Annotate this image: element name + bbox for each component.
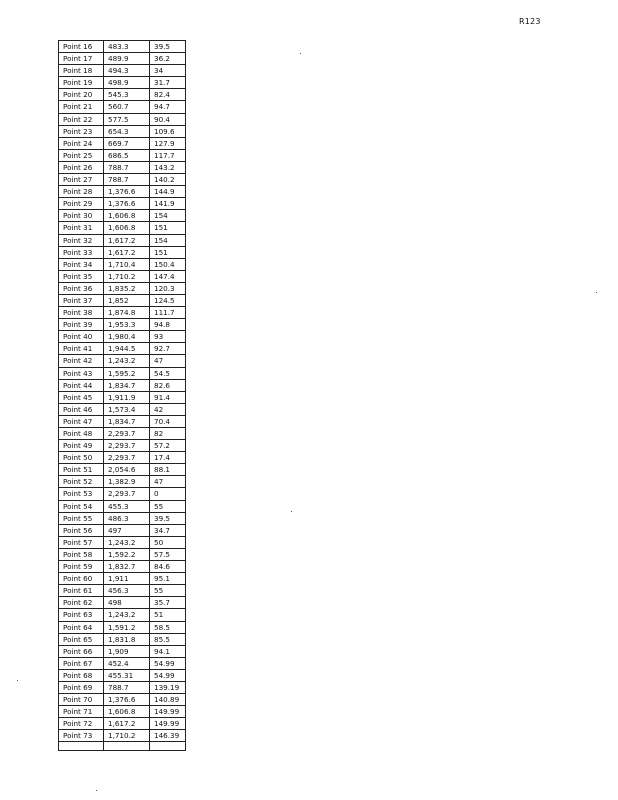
y-value-cell: 70.4 [150, 415, 186, 427]
y-value-cell: 90.4 [150, 113, 186, 125]
y-value-cell: 92.7 [150, 343, 186, 355]
y-value-cell: 143.2 [150, 161, 186, 173]
y-value-cell: 0 [150, 488, 186, 500]
point-cell: Point 63 [59, 609, 104, 621]
table-row [59, 77, 186, 89]
scan-speck [17, 680, 18, 681]
y-value-cell: 154 [150, 210, 186, 222]
y-value-cell: 93 [150, 331, 186, 343]
table-row [59, 355, 186, 367]
table-row [59, 621, 186, 633]
point-cell: Point 71 [59, 706, 104, 718]
x-value-cell: 1,852 [104, 294, 150, 306]
point-cell: Point 24 [59, 137, 104, 149]
y-value-cell: 39.5 [150, 41, 186, 53]
y-value-cell: 54.99 [150, 669, 186, 681]
table-row [59, 161, 186, 173]
y-value-cell: 39.5 [150, 512, 186, 524]
table-row [59, 597, 186, 609]
x-value-cell: 1,606.8 [104, 210, 150, 222]
point-cell: Point 33 [59, 246, 104, 258]
table-row [59, 210, 186, 222]
table-row [59, 452, 186, 464]
point-cell: Point 32 [59, 234, 104, 246]
table-row [59, 113, 186, 125]
x-value-cell: 788.7 [104, 161, 150, 173]
point-cell: Point 43 [59, 367, 104, 379]
x-value-cell: 1,710.2 [104, 730, 150, 742]
y-value-cell: 95.1 [150, 573, 186, 585]
x-value-cell: 1,592.2 [104, 548, 150, 560]
y-value-cell: 31.7 [150, 77, 186, 89]
x-value-cell: 1,835.2 [104, 282, 150, 294]
x-value-cell: 1,376.6 [104, 694, 150, 706]
x-value-cell: 1,832.7 [104, 561, 150, 573]
empty-cell [150, 742, 186, 751]
y-value-cell: 55 [150, 585, 186, 597]
scan-speck [96, 790, 97, 791]
table-row [59, 548, 186, 560]
point-cell: Point 67 [59, 657, 104, 669]
table-row [59, 561, 186, 573]
table-row [59, 379, 186, 391]
table-row [59, 633, 186, 645]
x-value-cell: 1,617.2 [104, 234, 150, 246]
point-cell: Point 65 [59, 633, 104, 645]
table-row [59, 89, 186, 101]
y-value-cell: 94.8 [150, 319, 186, 331]
y-value-cell: 127.9 [150, 137, 186, 149]
table-row [59, 657, 186, 669]
point-cell: Point 47 [59, 415, 104, 427]
y-value-cell: 154 [150, 234, 186, 246]
x-value-cell: 669.7 [104, 137, 150, 149]
x-value-cell: 498.9 [104, 77, 150, 89]
x-value-cell: 455.31 [104, 669, 150, 681]
point-cell: Point 51 [59, 464, 104, 476]
empty-cell [104, 742, 150, 751]
y-value-cell: 82 [150, 428, 186, 440]
y-value-cell: 111.7 [150, 307, 186, 319]
x-value-cell: 577.5 [104, 113, 150, 125]
scan-speck [596, 292, 597, 293]
table-row [59, 694, 186, 706]
point-cell: Point 66 [59, 645, 104, 657]
x-value-cell: 1,834.7 [104, 415, 150, 427]
x-value-cell: 2,293.7 [104, 440, 150, 452]
x-value-cell: 1,710.2 [104, 270, 150, 282]
table-row [59, 718, 186, 730]
table-row [59, 258, 186, 270]
y-value-cell: 147.4 [150, 270, 186, 282]
point-cell: Point 59 [59, 561, 104, 573]
table-row [59, 488, 186, 500]
x-value-cell: 498 [104, 597, 150, 609]
y-value-cell: 151 [150, 222, 186, 234]
x-value-cell: 1,874.8 [104, 307, 150, 319]
point-cell: Point 45 [59, 391, 104, 403]
point-cell: Point 60 [59, 573, 104, 585]
point-cell: Point 44 [59, 379, 104, 391]
x-value-cell: 1,909 [104, 645, 150, 657]
point-cell: Point 57 [59, 536, 104, 548]
table-row [59, 282, 186, 294]
y-value-cell: 54.99 [150, 657, 186, 669]
empty-row [59, 742, 186, 751]
point-cell: Point 73 [59, 730, 104, 742]
point-cell: Point 16 [59, 41, 104, 53]
point-cell: Point 40 [59, 331, 104, 343]
y-value-cell: 55 [150, 500, 186, 512]
y-value-cell: 57.2 [150, 440, 186, 452]
table-row [59, 536, 186, 548]
y-value-cell: 84.6 [150, 561, 186, 573]
x-value-cell: 497 [104, 524, 150, 536]
table-row [59, 41, 186, 53]
table-row [59, 270, 186, 282]
x-value-cell: 1,243.2 [104, 355, 150, 367]
x-value-cell: 1,591.2 [104, 621, 150, 633]
point-cell: Point 31 [59, 222, 104, 234]
table-row [59, 681, 186, 693]
y-value-cell: 151 [150, 246, 186, 258]
x-value-cell: 1,606.8 [104, 706, 150, 718]
table-row [59, 294, 186, 306]
point-cell: Point 64 [59, 621, 104, 633]
point-cell: Point 50 [59, 452, 104, 464]
x-value-cell: 1,710.4 [104, 258, 150, 270]
point-cell: Point 62 [59, 597, 104, 609]
table-row [59, 706, 186, 718]
point-cell: Point 56 [59, 524, 104, 536]
table-row [59, 174, 186, 186]
point-cell: Point 48 [59, 428, 104, 440]
table-row [59, 512, 186, 524]
y-value-cell: 139.19 [150, 681, 186, 693]
table-row [59, 125, 186, 137]
x-value-cell: 2,293.7 [104, 428, 150, 440]
y-value-cell: 140.89 [150, 694, 186, 706]
table-row [59, 65, 186, 77]
y-value-cell: 146.39 [150, 730, 186, 742]
table-row [59, 730, 186, 742]
point-cell: Point 19 [59, 77, 104, 89]
points-table [58, 40, 186, 751]
table-row [59, 609, 186, 621]
table-row [59, 149, 186, 161]
point-cell: Point 18 [59, 65, 104, 77]
table-row [59, 415, 186, 427]
x-value-cell: 1,243.2 [104, 609, 150, 621]
point-cell: Point 72 [59, 718, 104, 730]
x-value-cell: 1,617.2 [104, 718, 150, 730]
x-value-cell: 686.5 [104, 149, 150, 161]
x-value-cell: 1,595.2 [104, 367, 150, 379]
point-cell: Point 34 [59, 258, 104, 270]
y-value-cell: 91.4 [150, 391, 186, 403]
x-value-cell: 455.3 [104, 500, 150, 512]
scan-speck [291, 511, 292, 512]
table-row [59, 246, 186, 258]
y-value-cell: 42 [150, 403, 186, 415]
y-value-cell: 109.6 [150, 125, 186, 137]
y-value-cell: 34.7 [150, 524, 186, 536]
y-value-cell: 50 [150, 536, 186, 548]
x-value-cell: 1,980.4 [104, 331, 150, 343]
y-value-cell: 120.3 [150, 282, 186, 294]
y-value-cell: 54.5 [150, 367, 186, 379]
x-value-cell: 1,382.9 [104, 476, 150, 488]
table-row [59, 222, 186, 234]
x-value-cell: 489.9 [104, 53, 150, 65]
x-value-cell: 560.7 [104, 101, 150, 113]
table-row [59, 391, 186, 403]
x-value-cell: 2,293.7 [104, 452, 150, 464]
x-value-cell: 654.3 [104, 125, 150, 137]
point-cell: Point 22 [59, 113, 104, 125]
x-value-cell: 1,573.4 [104, 403, 150, 415]
y-value-cell: 35.7 [150, 597, 186, 609]
point-cell: Point 41 [59, 343, 104, 355]
table-row [59, 464, 186, 476]
empty-cell [59, 742, 104, 751]
point-cell: Point 58 [59, 548, 104, 560]
table-row [59, 343, 186, 355]
x-value-cell: 1,376.6 [104, 186, 150, 198]
y-value-cell: 88.1 [150, 464, 186, 476]
x-value-cell: 1,834.7 [104, 379, 150, 391]
x-value-cell: 1,606.8 [104, 222, 150, 234]
y-value-cell: 141.9 [150, 198, 186, 210]
point-cell: Point 68 [59, 669, 104, 681]
point-cell: Point 38 [59, 307, 104, 319]
x-value-cell: 788.7 [104, 174, 150, 186]
x-value-cell: 483.3 [104, 41, 150, 53]
x-value-cell: 1,953.3 [104, 319, 150, 331]
point-cell: Point 27 [59, 174, 104, 186]
point-cell: Point 28 [59, 186, 104, 198]
point-cell: Point 70 [59, 694, 104, 706]
point-cell: Point 30 [59, 210, 104, 222]
table-row [59, 585, 186, 597]
point-cell: Point 49 [59, 440, 104, 452]
table-row [59, 307, 186, 319]
table-row [59, 645, 186, 657]
y-value-cell: 140.2 [150, 174, 186, 186]
point-cell: Point 26 [59, 161, 104, 173]
page-label: R123 [519, 17, 541, 26]
point-cell: Point 42 [59, 355, 104, 367]
x-value-cell: 452.4 [104, 657, 150, 669]
point-cell: Point 37 [59, 294, 104, 306]
x-value-cell: 1,911 [104, 573, 150, 585]
table-row [59, 101, 186, 113]
point-cell: Point 69 [59, 681, 104, 693]
y-value-cell: 150.4 [150, 258, 186, 270]
table-row [59, 198, 186, 210]
table-row [59, 331, 186, 343]
point-cell: Point 23 [59, 125, 104, 137]
y-value-cell: 36.2 [150, 53, 186, 65]
table-row [59, 476, 186, 488]
y-value-cell: 82.4 [150, 89, 186, 101]
y-value-cell: 85.5 [150, 633, 186, 645]
table-row [59, 428, 186, 440]
table-row [59, 500, 186, 512]
point-cell: Point 17 [59, 53, 104, 65]
point-cell: Point 36 [59, 282, 104, 294]
y-value-cell: 117.7 [150, 149, 186, 161]
y-value-cell: 149.99 [150, 706, 186, 718]
table-row [59, 234, 186, 246]
x-value-cell: 486.3 [104, 512, 150, 524]
x-value-cell: 494.3 [104, 65, 150, 77]
x-value-cell: 788.7 [104, 681, 150, 693]
y-value-cell: 17.4 [150, 452, 186, 464]
y-value-cell: 144.9 [150, 186, 186, 198]
x-value-cell: 1,243.2 [104, 536, 150, 548]
point-cell: Point 20 [59, 89, 104, 101]
table-row [59, 319, 186, 331]
y-value-cell: 57.5 [150, 548, 186, 560]
x-value-cell: 2,293.7 [104, 488, 150, 500]
point-cell: Point 52 [59, 476, 104, 488]
point-cell: Point 53 [59, 488, 104, 500]
x-value-cell: 1,831.8 [104, 633, 150, 645]
y-value-cell: 82.6 [150, 379, 186, 391]
y-value-cell: 149.99 [150, 718, 186, 730]
table-row [59, 403, 186, 415]
y-value-cell: 94.1 [150, 645, 186, 657]
x-value-cell: 2,054.6 [104, 464, 150, 476]
point-cell: Point 54 [59, 500, 104, 512]
y-value-cell: 51 [150, 609, 186, 621]
y-value-cell: 58.5 [150, 621, 186, 633]
table-row [59, 524, 186, 536]
point-cell: Point 39 [59, 319, 104, 331]
x-value-cell: 545.3 [104, 89, 150, 101]
x-value-cell: 1,376.6 [104, 198, 150, 210]
point-cell: Point 35 [59, 270, 104, 282]
y-value-cell: 47 [150, 355, 186, 367]
y-value-cell: 124.5 [150, 294, 186, 306]
point-cell: Point 25 [59, 149, 104, 161]
table-row [59, 53, 186, 65]
table-row [59, 367, 186, 379]
point-cell: Point 55 [59, 512, 104, 524]
point-cell: Point 29 [59, 198, 104, 210]
point-cell: Point 21 [59, 101, 104, 113]
y-value-cell: 34 [150, 65, 186, 77]
x-value-cell: 1,944.5 [104, 343, 150, 355]
point-cell: Point 46 [59, 403, 104, 415]
x-value-cell: 1,911.9 [104, 391, 150, 403]
point-cell: Point 61 [59, 585, 104, 597]
table-row [59, 137, 186, 149]
scan-speck [300, 53, 301, 54]
x-value-cell: 456.3 [104, 585, 150, 597]
table-row [59, 669, 186, 681]
table-row [59, 573, 186, 585]
table-row [59, 440, 186, 452]
table-row [59, 186, 186, 198]
x-value-cell: 1,617.2 [104, 246, 150, 258]
y-value-cell: 94.7 [150, 101, 186, 113]
y-value-cell: 47 [150, 476, 186, 488]
